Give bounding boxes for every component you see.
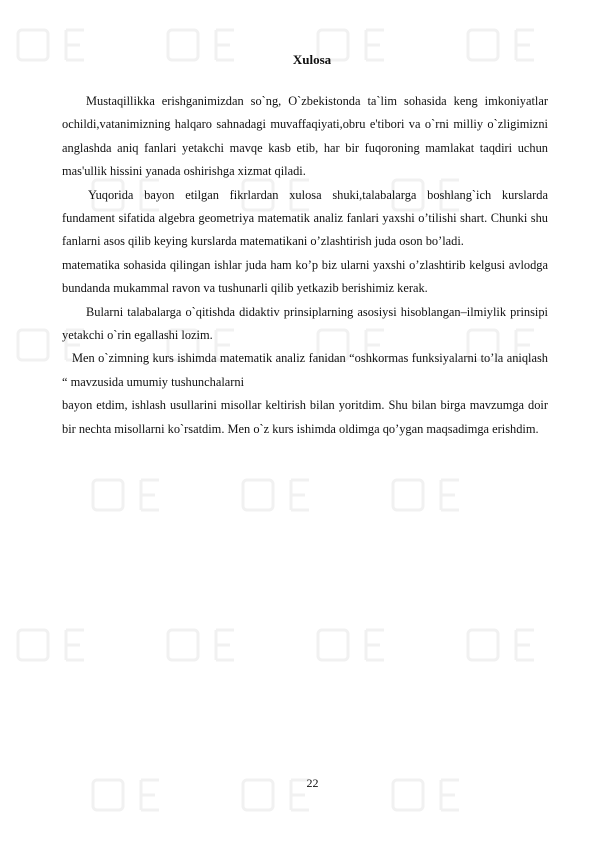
document-page [62, 52, 548, 441]
paragraph-2: Yuqorida bayon etilgan fikrlardan xulosa shuki,talabalarga boshlang`ich kurslarda fundament sifatida algebra geometriya matematik analiz fanlari yaxshi o’tilishi shart. Chunki shu fanlarni asos qilib keying kurslarda matematikani o’zlashtirish juda oson bo’ladi. [62, 187, 548, 249]
page-number: 22 [306, 776, 319, 790]
paragraph-4: Bularni talabalarga o`qitishda didaktiv prinsiplarning asosiysi hisoblangan–ilmiylik prinsipi yetakchi o`rin egallashi lozim. [62, 304, 548, 343]
paragraph-6: bayon etdim, ishlash usullarini misollar keltirish bilan yoritdim. Shu bilan birga mavzumga doir bir nechta misollarni ko`rsatdim. Men o`z kurs ishimda oldimga qo’ygan maqsadimga erishdim. [62, 398, 548, 436]
paragraph-3: matematika sohasida qilingan ishlar juda ham ko’p biz ularni yaxshi o’zlashtirib kelgusi avlodga bundanda mukammal ravon va tushunarli qilib yetkazib berishimiz kerak. [62, 257, 548, 296]
paragraph-5: Men o`zimning kurs ishimda matematik analiz fanidan “oshkormas funksiyalarni to’la aniqlash “ mavzusida umumiy tushunchalarni [62, 351, 548, 389]
document-title: Xulosa [292, 52, 332, 67]
paragraph-1: Mustaqillikka erishganimizdan so`ng, O`zbekistonda ta`lim sohasida keng imkoniyatlar ochildi,vatanimizning halqaro sahnadagi muvaffaqiyati,obru e'tibori va o`rni milliy o`zligimizni anglashda aniq fanlari yetakchi mavqe kasb etib, har bir fuqoroning mamlakat taqdiri uchun mas'ullik hissini yanada oshirishga xizmat qiladi. [62, 94, 548, 179]
